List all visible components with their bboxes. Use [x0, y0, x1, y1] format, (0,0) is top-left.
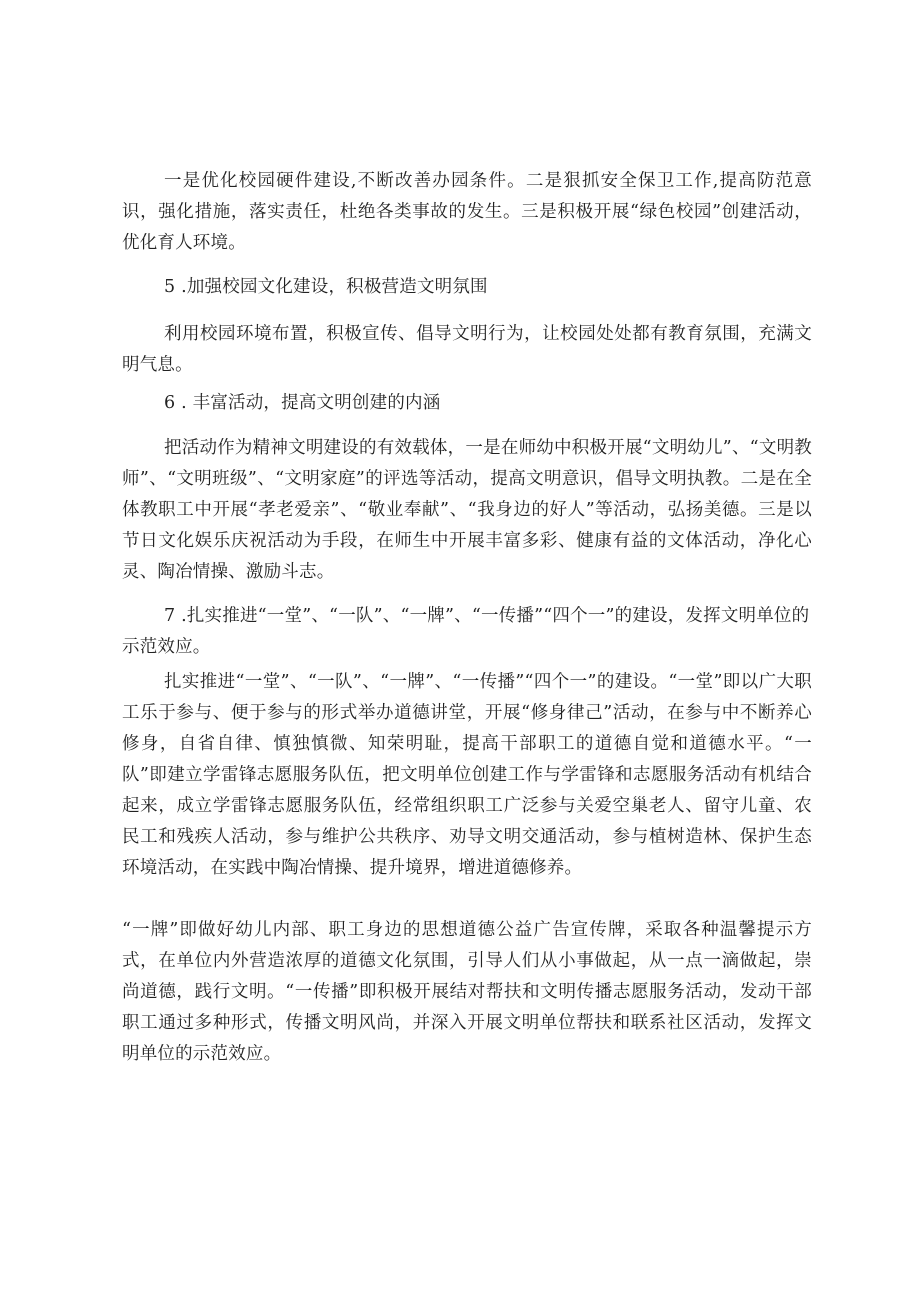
paragraph-one-board-one-broadcast: “一牌”即做好幼儿内部、职工身边的思想道德公益广告宣传牌，采取各种温馨提示方式，在单位内外营造浓厚的道德文化氛围，引导人们从小事做起，从一点一滴做起，崇尚道德，践行文明。“一传播”即积极开展结对帮扶和文明传播志愿服务活动，发动干部职工通过多种形式，传播文明风尚，并深入开展文明单位帮扶和联系社区活动，发挥文明单位的示范效应。	[122, 920, 812, 1064]
heading-section-6: 6 . 丰富活动，提高文明创建的内涵	[164, 393, 441, 413]
heading-section-7: 7 .扎实推进“一堂”、“一队”、“一牌”、“一传播”“四个一”的建设，发挥文明单位的示范效应。	[122, 606, 810, 657]
paragraph-activities: 把活动作为精神文明建设的有效载体，一是在师幼中积极开展“文明幼儿”、“文明教师”、“文明班级”、“文明家庭”的评选等活动，提高文明意识，倡导文明执教。二是在全体教职工中开展“孝老爱亲”、“敬业奉献”、“我身边的好人”等活动，弘扬美德。三是以节日文化娱乐庆祝活动为手段，在师生中开展丰富多彩、健康有益的文体活动，净化心灵、陶冶情操、激励斗志。	[122, 438, 812, 582]
paragraph-campus-hardware: 一是优化校园硬件建设,不断改善办园条件。二是狠抓安全保卫工作,提高防范意识，强化措施，落实责任，杜绝各类事故的发生。三是积极开展“绿色校园”创建活动，优化育人环境。	[122, 171, 812, 253]
paragraph-campus-environment: 利用校园环境布置，积极宣传、倡导文明行为，让校园处处都有教育氛围，充满文明气息。	[122, 324, 812, 375]
heading-section-5: 5 .加强校园文化建设，积极营造文明氛围	[164, 277, 488, 297]
paragraph-four-ones: 扎实推进“一堂”、“一队”、“一牌”、“一传播”“四个一”的建设。“一堂”即以广大职工乐于参与、便于参与的形式举办道德讲堂，开展“修身律己”活动，在参与中不断养心修身，自省自律、慎独慎微、知荣明耻，提高干部职工的道德自觉和道德水平。“一队”即建立学雷锋志愿服务队伍，把文明单位创建工作与学雷锋和志愿服务活动有机结合起来，成立学雷锋志愿服务队伍，经常组织职工广泛参与关爱空巢老人、留守儿童、农民工和残疾人活动，参与维护公共秩序、劝导文明交通活动，参与植树造林、保护生态环境活动，在实践中陶冶情操、提升境界，增进道德修养。	[122, 672, 812, 878]
